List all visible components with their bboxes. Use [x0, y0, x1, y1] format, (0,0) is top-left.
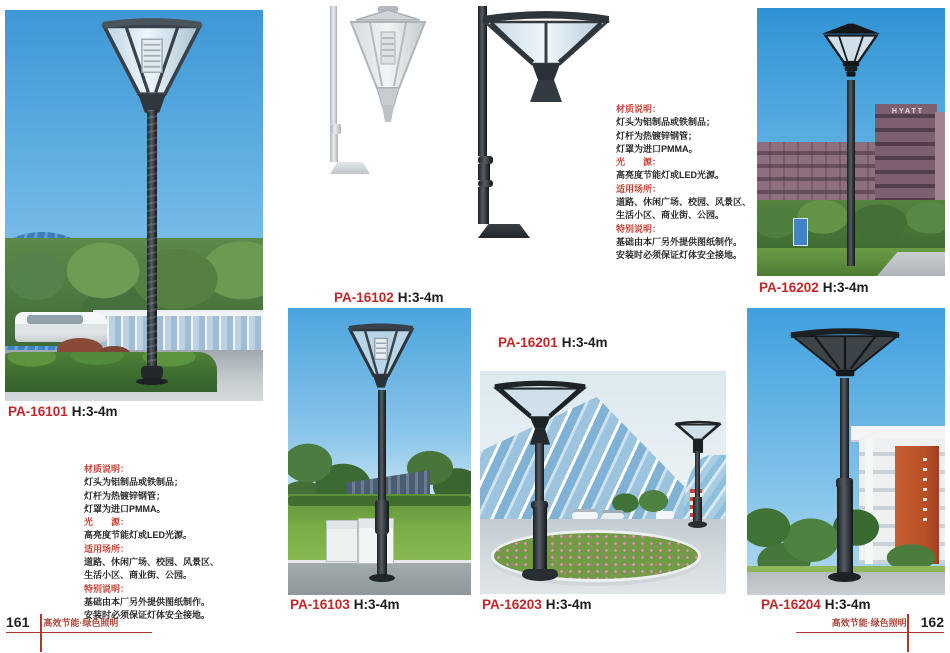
- lamp-head-funnel-icon-small: [674, 419, 722, 455]
- spec-usage-label: 适用场所：: [616, 183, 662, 194]
- spec-line: 灯杆为热镀锌钢管；: [616, 130, 698, 141]
- small-lamp-pole-lower: [693, 497, 702, 523]
- model-number: PA-16103: [290, 597, 350, 612]
- footer-right: [796, 615, 944, 633]
- pole-lower: [478, 187, 489, 224]
- page-number-left: 161: [6, 614, 30, 630]
- car-3: [656, 511, 674, 519]
- model-number: PA-16201: [498, 335, 558, 350]
- hotel-tower: [875, 104, 937, 214]
- pole-ring-2: [478, 180, 493, 187]
- product-label-pa16101: [8, 404, 118, 419]
- lamp-pole: [147, 110, 157, 372]
- lamp-head-bowl-icon: [789, 324, 901, 380]
- pole-lower: [377, 534, 387, 578]
- lamp-base: [828, 572, 861, 582]
- lamp-head-lantern-icon: [338, 6, 438, 126]
- spec-line: 高亮度节能灯或LED光源。: [84, 530, 193, 541]
- footer-divider-right: [907, 614, 909, 652]
- model-height: H:3-4m: [545, 597, 592, 612]
- product-label-pa16102: [334, 290, 444, 305]
- small-lamp-pole: [695, 451, 700, 499]
- pole-lower: [330, 134, 338, 162]
- model-number: PA-16101: [8, 404, 68, 419]
- lamp-base-plate: [478, 224, 530, 238]
- spec-light-label: 光 源：: [616, 157, 662, 168]
- small-sign: [793, 218, 808, 246]
- lamp-base-flange: [136, 378, 168, 385]
- product-label-pa16103: [290, 597, 400, 612]
- spec-line: 基础由本厂另外提供图纸制作。: [616, 236, 743, 247]
- spec-line: 灯罩为进口PMMA。: [616, 143, 698, 154]
- spec-line: 灯罩为进口PMMA。: [84, 503, 166, 514]
- footer-divider-left: [40, 614, 42, 652]
- model-height: H:3-4m: [71, 404, 118, 419]
- product-photo-pa16204: [747, 308, 945, 595]
- spec-line: 安装时必须保证灯体安全接地。: [616, 250, 743, 261]
- spec-line: 安装时必须保证灯体安全接地。: [84, 610, 211, 621]
- product-label-pa16201: [498, 335, 608, 350]
- lamp-head-funnel-icon: [492, 377, 588, 449]
- lamp-head-mesh-icon: [344, 316, 418, 394]
- spec-usage-label: 适用场所：: [84, 543, 130, 554]
- car-windows: [27, 315, 83, 324]
- page-number-right: 162: [920, 614, 944, 630]
- product-label-pa16204: [761, 597, 871, 612]
- product-photo-pa16202: [757, 8, 945, 276]
- spec-special-label: 特别说明：: [616, 223, 662, 234]
- footer-slogan-right: 高效节能·绿色照明: [831, 618, 907, 628]
- model-height: H:3-4m: [824, 597, 871, 612]
- model-number: PA-16102: [334, 290, 394, 305]
- car-2: [602, 510, 624, 519]
- model-height: H:3-4m: [397, 290, 444, 305]
- product-photo-pa16103: [288, 308, 471, 595]
- spec-line: 道路、休闲广场、校园、风景区、: [616, 197, 752, 208]
- lamp-head-cone-icon: [97, 12, 207, 116]
- spec-block-left: [84, 463, 249, 623]
- model-height: H:3-4m: [353, 597, 400, 612]
- lamp-pole: [330, 6, 337, 124]
- pole-mid: [478, 164, 490, 180]
- product-photo-pa16203: [480, 371, 726, 594]
- lamp-base: [522, 569, 558, 581]
- spec-line: 基础由本厂另外提供图纸制作。: [84, 596, 211, 607]
- hedge: [5, 352, 217, 392]
- pole-lower: [837, 486, 853, 576]
- tower-sign-marks: [923, 458, 927, 528]
- spec-special-label: 特别说明：: [84, 583, 130, 594]
- utility-box-1: [326, 520, 358, 562]
- footer-left: [6, 615, 152, 633]
- spec-line: 生活小区、商业街、公园。: [616, 210, 725, 221]
- model-height: H:3-4m: [822, 280, 869, 295]
- spec-line: 灯杆为热镀锌钢管；: [84, 490, 166, 501]
- spec-material-label: 材质说明：: [84, 464, 130, 474]
- footer-slogan-left: 高效节能·绿色照明: [43, 618, 119, 628]
- hyatt-sign: HYATT: [891, 108, 925, 115]
- spec-light-label: 光 源：: [84, 517, 130, 528]
- product-label-pa16202: [759, 280, 869, 295]
- spec-line: 灯头为铝制品或铁制品；: [616, 117, 716, 128]
- spec-material-label: 材质说明：: [616, 104, 662, 114]
- lamp-pole: [535, 443, 544, 503]
- model-number: PA-16202: [759, 280, 819, 295]
- product-photo-pa16101: [5, 10, 263, 401]
- spec-line: 生活小区、商业街、公园。: [84, 570, 193, 581]
- pole-lower: [533, 507, 547, 573]
- small-lamp-base: [688, 521, 707, 528]
- lamp-pole: [840, 378, 849, 480]
- lamp-pole: [847, 80, 855, 266]
- lamp-base: [369, 574, 395, 582]
- pole-ring-1: [478, 156, 493, 164]
- lamp-head-cap-icon: [819, 20, 883, 84]
- product-photo-pa16102: [330, 6, 446, 286]
- model-number: PA-16204: [761, 597, 821, 612]
- product-photo-pa16201: [478, 6, 614, 332]
- lamp-head-funnel-icon: [481, 6, 611, 106]
- spec-line: 高亮度节能灯或LED光源。: [616, 170, 725, 181]
- model-height: H:3-4m: [561, 335, 608, 350]
- lamp-base-plate: [330, 162, 370, 174]
- spec-line: 灯头为铝制品或铁制品；: [84, 477, 184, 488]
- lamp-pole: [378, 390, 386, 502]
- pole-collar: [375, 500, 389, 534]
- spec-line: 道路、休闲广场、校园、风景区、: [84, 557, 220, 568]
- model-number: PA-16203: [482, 597, 542, 612]
- car-1: [572, 509, 598, 519]
- hotel-side-wall: [935, 112, 945, 214]
- product-label-pa16203: [482, 597, 592, 612]
